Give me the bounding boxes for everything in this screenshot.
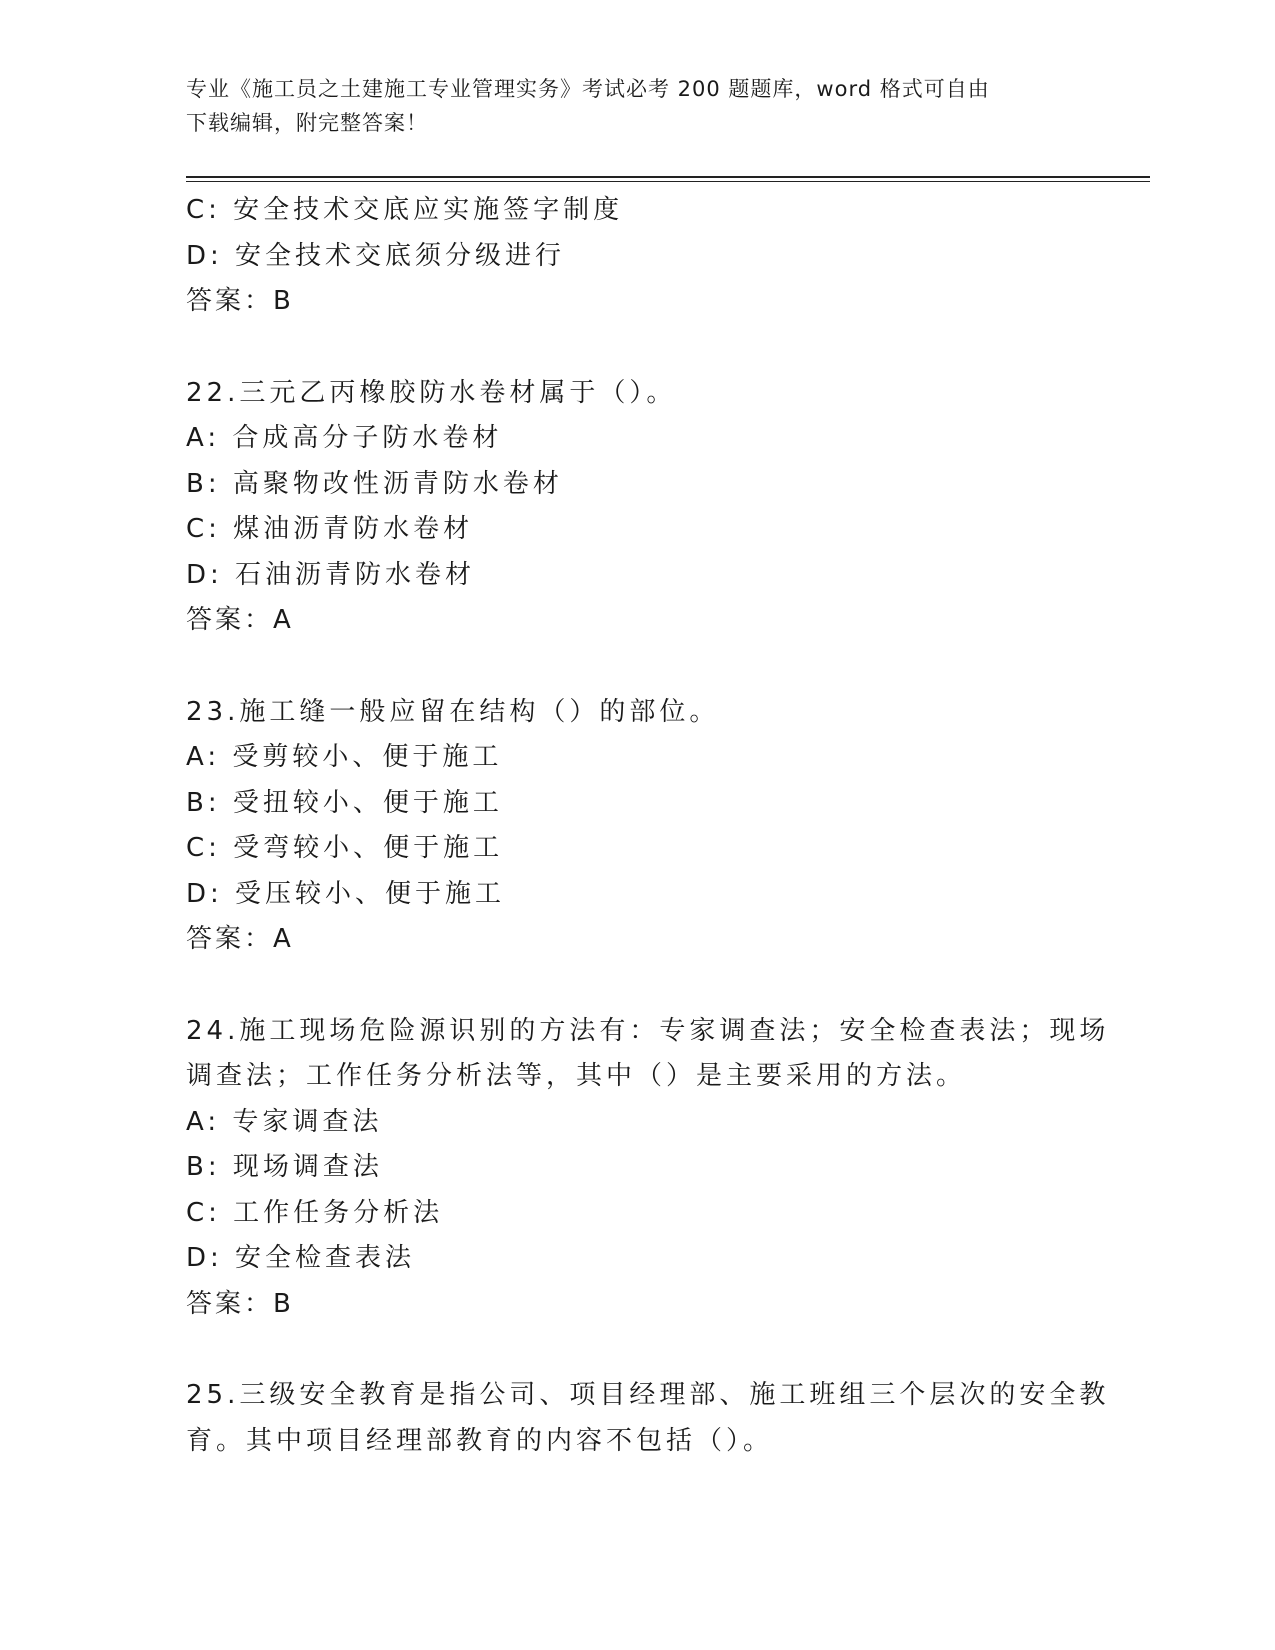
question-stem-line-1: 25.三级安全教育是指公司、项目经理部、施工班组三个层次的安全教: [186, 1380, 1110, 1410]
question-stem-line-2: 育。其中项目经理部教育的内容不包括（）。: [186, 1425, 774, 1456]
option-a: A: 受剪较小、便于施工: [186, 742, 503, 772]
question-23: [186, 690, 1086, 963]
question-21-continuation: [186, 188, 1086, 325]
option-c: C: 受弯较小、便于施工: [186, 833, 504, 863]
option-c: C: 安全技术交底应实施签字制度: [186, 195, 624, 225]
answer: 答案：B: [186, 286, 294, 316]
answer: 答案：A: [186, 605, 294, 635]
document-header: [186, 72, 1066, 140]
option-d: D: 石油沥青防水卷材: [186, 559, 476, 590]
question-stem-line-2: 调查法；工作任务分析法等，其中（）是主要采用的方法。: [186, 1061, 967, 1091]
header-rule-thin: [186, 181, 1150, 182]
question-24: [186, 1009, 1110, 1328]
option-a: A: 合成高分子防水卷材: [186, 423, 503, 453]
option-c: C: 煤油沥青防水卷材: [186, 514, 474, 544]
question-list: [186, 188, 1110, 1464]
option-d: D: 受压较小、便于施工: [186, 878, 506, 909]
question-stem: 22.三元乙丙橡胶防水卷材属于（）。: [186, 377, 677, 408]
question-25: [186, 1373, 1110, 1464]
header-line-1: 专业《施工员之土建施工专业管理实务》考试必考 200 题题库，word 格式可自由: [186, 77, 990, 101]
option-c: C: 工作任务分析法: [186, 1197, 444, 1228]
option-b: B: 高聚物改性沥青防水卷材: [186, 468, 563, 499]
answer: 答案：B: [186, 1288, 294, 1319]
option-b: B: 受扭较小、便于施工: [186, 787, 503, 818]
option-d: D: 安全检查表法: [186, 1243, 416, 1273]
option-d: D: 安全技术交底须分级进行: [186, 240, 566, 271]
option-b: B: 现场调查法: [186, 1152, 383, 1182]
question-22: [186, 371, 1086, 644]
header-rule-thick: [186, 176, 1150, 178]
header-line-2: 下载编辑，附完整答案！: [186, 111, 428, 135]
question-stem: 23.施工缝一般应留在结构（）的部位。: [186, 696, 720, 727]
answer: 答案：A: [186, 924, 294, 954]
option-a: A: 专家调查法: [186, 1106, 383, 1137]
question-stem-line-1: 24.施工现场危险源识别的方法有：专家调查法；安全检查表法；现场: [186, 1015, 1110, 1046]
